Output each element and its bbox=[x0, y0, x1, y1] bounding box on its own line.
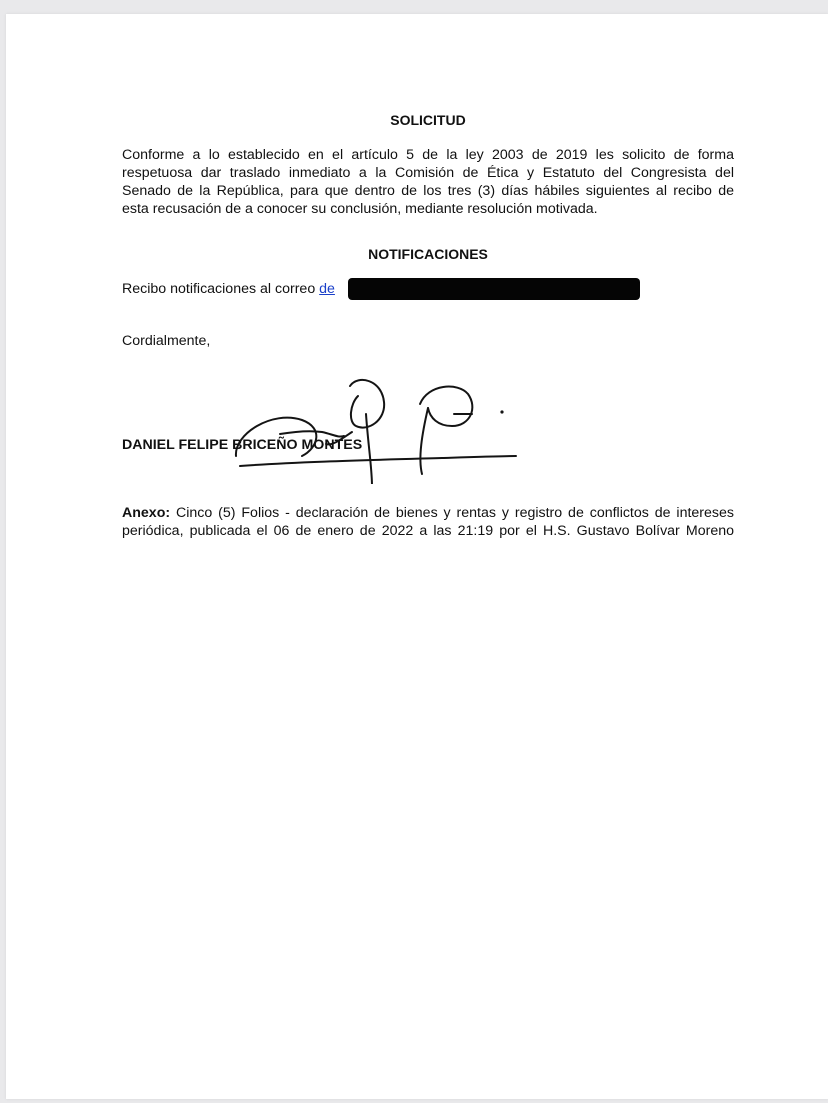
solicitud-paragraph bbox=[122, 146, 734, 218]
solicitud-line: respetuosa dar traslado inmediato a la Comisión de Ética y Estatuto del Congresista del bbox=[122, 165, 734, 181]
redaction-bar bbox=[348, 278, 640, 300]
signer-name: DANIEL FELIPE BRICEÑO MONTES bbox=[122, 437, 363, 453]
heading-notificaciones: NOTIFICACIONES bbox=[368, 246, 488, 262]
handwritten-signature bbox=[232, 374, 522, 484]
solicitud-line: Conforme a lo establecido en el artículo 5 de la ley 2003 de 2019 les solicito de forma bbox=[122, 147, 734, 163]
notification-email-link[interactable]: de bbox=[319, 281, 335, 297]
annex-text: Cinco (5) Folios - declaración de bienes y rentas y registro de conflictos de intereses bbox=[170, 505, 734, 521]
annex-label: Anexo: bbox=[122, 505, 171, 521]
annex-paragraph bbox=[122, 504, 734, 540]
annex-line: periódica, publicada el 06 de enero de 2022 a las 21:19 por el H.S. Gustavo Bolívar Moreno bbox=[122, 523, 734, 539]
solicitud-line: esta recusación de a conocer su conclusión, mediante resolución motivada. bbox=[122, 201, 598, 217]
document-page bbox=[6, 14, 828, 1099]
closing-text: Cordialmente, bbox=[122, 333, 211, 349]
annex-line bbox=[122, 504, 734, 522]
solicitud-line: Senado de la República, para que dentro de los tres (3) días hábiles siguientes al recibo de bbox=[122, 183, 734, 199]
notification-label: Recibo notificaciones al correo bbox=[122, 281, 320, 297]
heading-solicitud: SOLICITUD bbox=[390, 112, 466, 128]
